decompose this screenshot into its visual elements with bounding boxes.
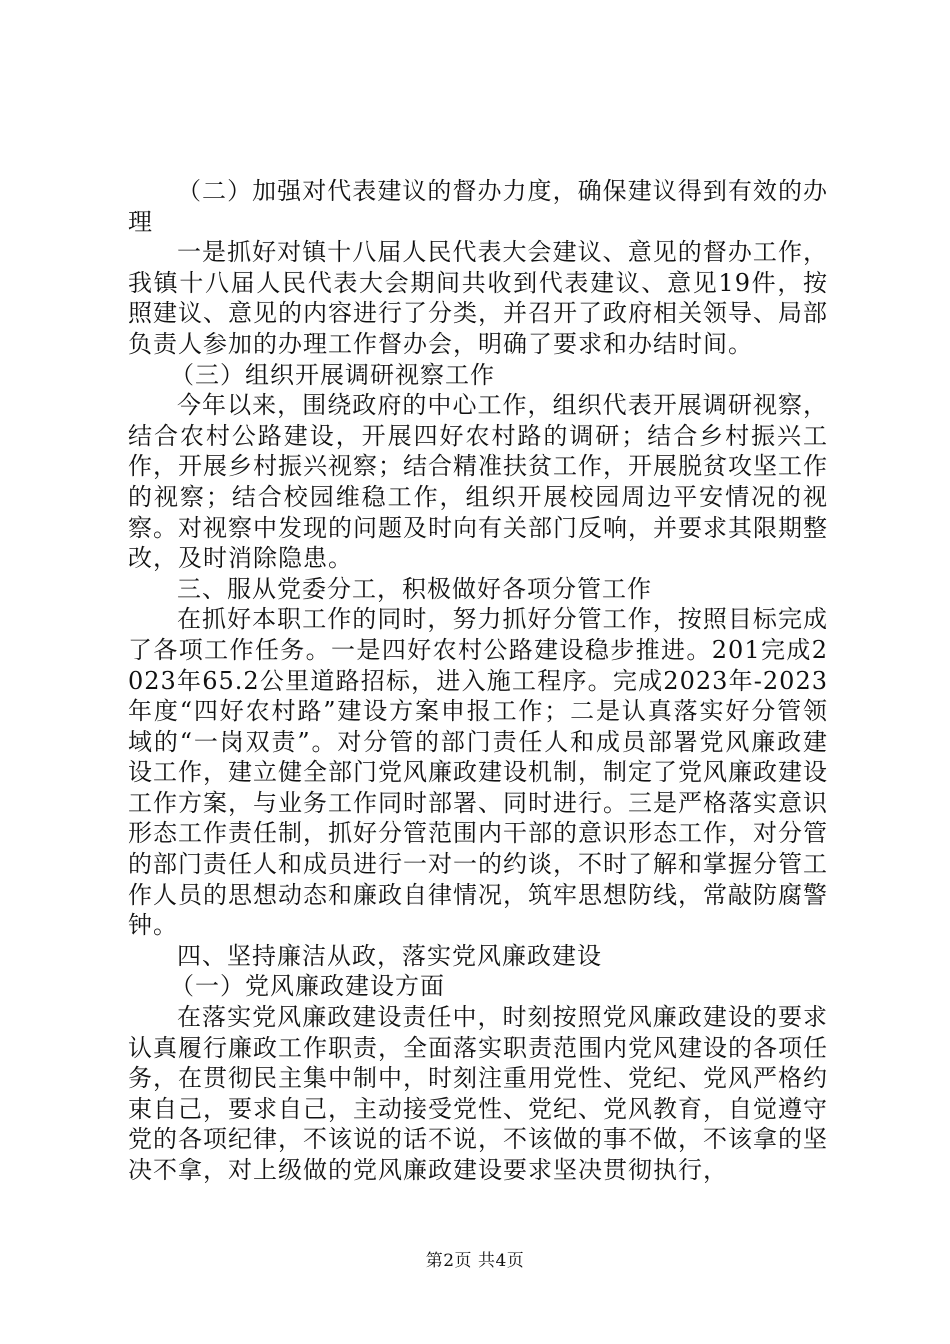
body-paragraph: 一是抓好对镇十八届人民代表大会建议、意见的督办工作，我镇十八届人民代表大会期间共收到代表建议、意见19件，按照建议、意见的内容进行了分类，并召开了政府相关领导、局部负责人参加的办理工作督办会，明确了要求和办结时间。 [128,238,828,358]
page-number-footer: 第2页 共4页 [425,1251,525,1271]
body-paragraph: 今年以来，围绕政府的中心工作，组织代表开展调研视察，结合农村公路建设，开展四好农村路的调研；结合乡村振兴工作，开展乡村振兴视察；结合精准扶贫工作，开展脱贫攻坚工作的视察；结合校园维稳工作，组织开展校园周边平安情况的视察。对视察中发现的问题及时向有关部门反响，并要求其限期整改，及时消除隐患。 [128,391,828,573]
body-paragraph: 在落实党风廉政建设责任中，时刻按照党风廉政建设的要求认真履行廉政工作职责，全面落实职责范围内党风建设的各项任务，在贯彻民主集中制中，时刻注重用党性、党纪、党风严格约束自己，要求自己，主动接受党性、党纪、党风教育，自觉遵守党的各项纪律，不该说的话不说，不该做的事不做，不该拿的坚决不拿，对上级做的党风廉政建设要求坚决贯彻执行， [128,1003,828,1184]
section-heading-1: （一）党风廉政建设方面 [170,972,445,1001]
section-heading-3: （三）组织开展调研视察工作 [170,360,495,389]
chapter-heading-4: 四、坚持廉洁从政，落实党风廉政建设 [177,941,602,970]
body-paragraph: 在抓好本职工作的同时，努力抓好分管工作，按照目标完成了各项工作任务。一是四好农村公路建设稳步推进。201完成2023年65.2公里道路招标，进入施工程序。完成2023年-2023年度“四好农村路”建设方案申报工作；二是认真落实好分管领域的“一岗双责”。对分管的部门责任人和成员部署党风廉政建设工作，建立健全部门党风廉政建设机制，制定了党风廉政建设工作方案，与业务工作同时部署、同时进行。三是严格落实意识形态工作责任制，抓好分管范围内干部的意识形态工作，对分管的部门责任人和成员进行一对一的约谈，不时了解和掌握分管工作人员的思想动态和廉政自律情况，筑牢思想防线，常敲防腐警钟。 [128,605,828,940]
document-body [128,176,828,1186]
section-heading-2: （二）加强对代表建议的督办力度，确保建议得到有效的办理 [128,177,828,236]
chapter-heading-3: 三、服从党委分工，积极做好各项分管工作 [177,574,652,603]
